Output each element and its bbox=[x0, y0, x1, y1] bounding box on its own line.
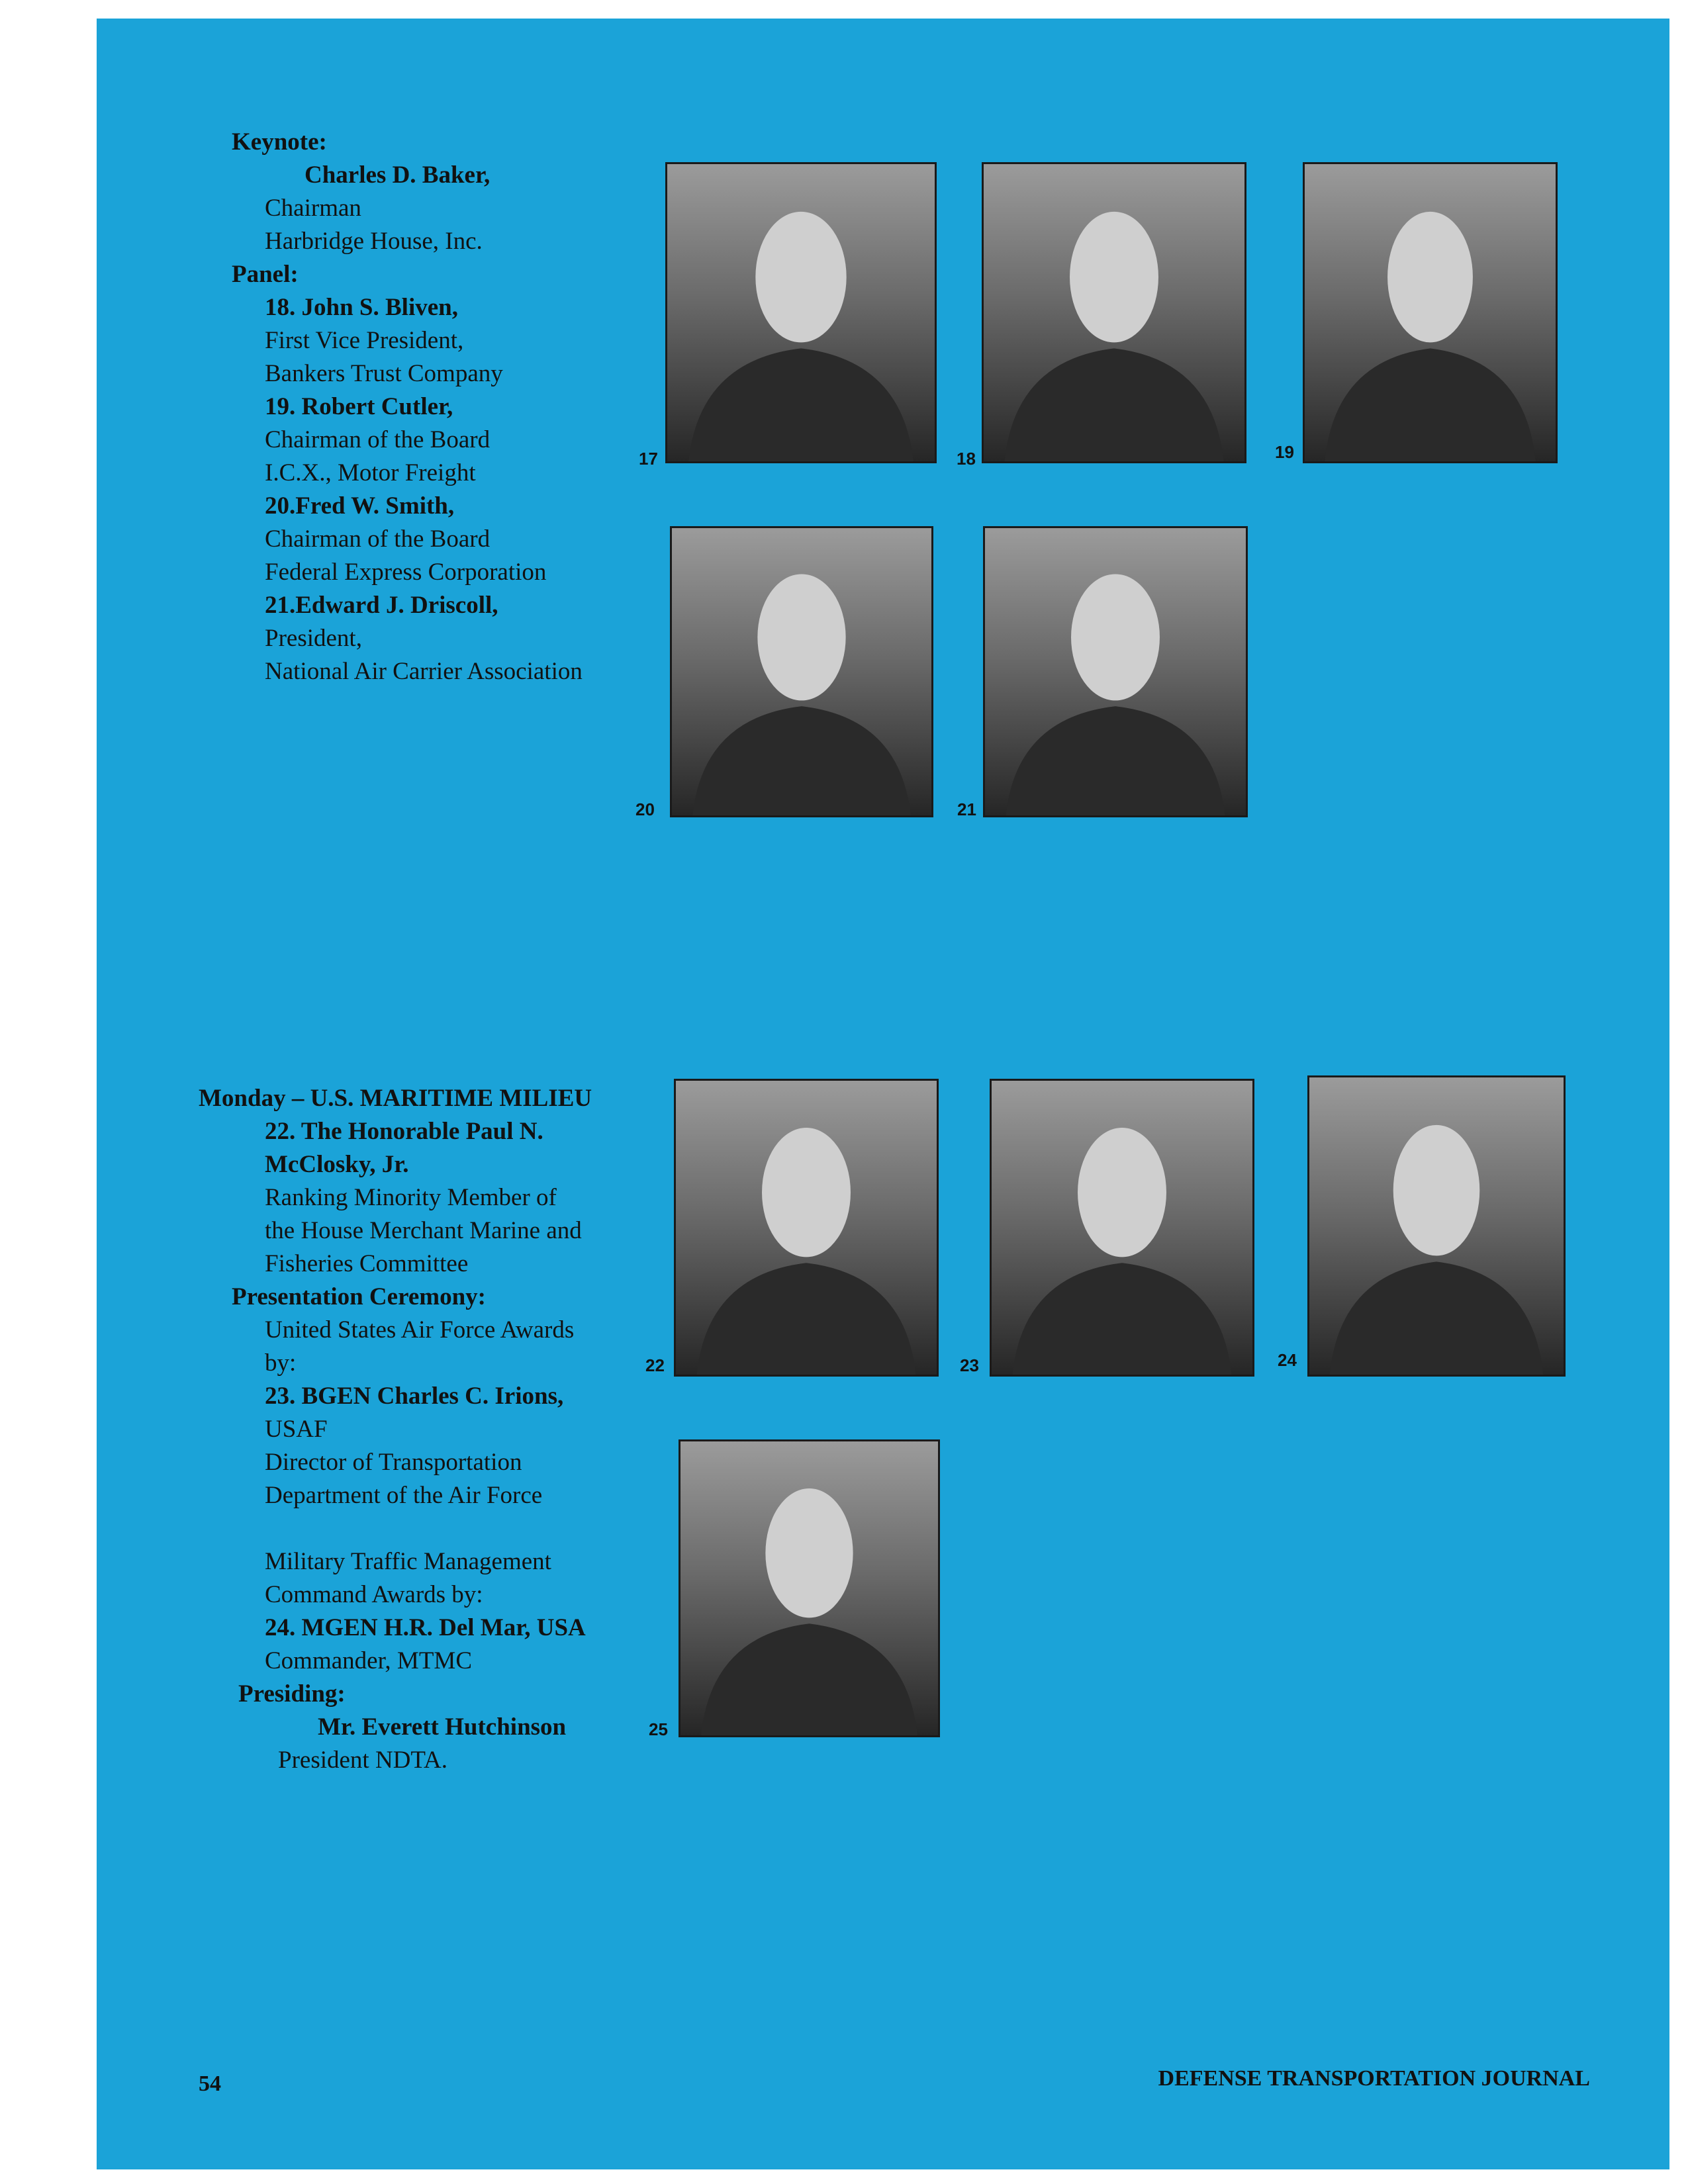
text-line: 21.Edward J. Driscoll, bbox=[265, 592, 498, 619]
text-line: USAF bbox=[265, 1416, 328, 1443]
text-line: by: bbox=[265, 1349, 297, 1377]
text-line: Panel: bbox=[232, 261, 299, 288]
text-line: Mr. Everett Hutchinson bbox=[318, 1713, 567, 1741]
photo-number-25: 25 bbox=[649, 1719, 668, 1739]
text-line: President NDTA. bbox=[278, 1747, 448, 1774]
text-line: 23. BGEN Charles C. Irions, bbox=[265, 1383, 564, 1410]
photo-number-22: 22 bbox=[645, 1355, 665, 1375]
portrait-photo-20 bbox=[670, 526, 933, 817]
text-line: Chairman bbox=[265, 195, 361, 222]
photo-number-20: 20 bbox=[635, 799, 655, 819]
text-line: 19. Robert Cutler, bbox=[265, 393, 453, 420]
text-line: President, bbox=[265, 625, 362, 652]
text-line: McClosky, Jr. bbox=[265, 1151, 409, 1178]
portrait-photo-22 bbox=[674, 1079, 939, 1377]
text-line: Charles D. Baker, bbox=[305, 161, 491, 189]
person-silhouette-icon bbox=[676, 1081, 937, 1375]
photo-number-24: 24 bbox=[1278, 1350, 1297, 1370]
photo-number-19: 19 bbox=[1275, 442, 1294, 462]
photo-number-23: 23 bbox=[960, 1355, 979, 1375]
text-line: Director of Transportation bbox=[265, 1449, 522, 1476]
text-line: 24. MGEN H.R. Del Mar, USA bbox=[265, 1614, 586, 1641]
keynote-panel-text bbox=[0, 126, 583, 688]
portrait-photo-19 bbox=[1303, 162, 1558, 463]
text-line: Federal Express Corporation bbox=[265, 559, 547, 586]
journal-title: DEFENSE TRANSPORTATION JOURNAL bbox=[1158, 2066, 1590, 2091]
portrait-photo-25 bbox=[679, 1439, 940, 1737]
text-line: Chairman of the Board bbox=[265, 525, 491, 553]
text-line: 18. John S. Bliven, bbox=[265, 294, 458, 321]
person-silhouette-icon bbox=[680, 1441, 938, 1735]
portrait-photo-18 bbox=[982, 162, 1246, 463]
person-silhouette-icon bbox=[667, 164, 935, 461]
text-line: Ranking Minority Member of bbox=[265, 1184, 557, 1211]
text-line: I.C.X., Motor Freight bbox=[265, 459, 476, 486]
text-line: Keynote: bbox=[232, 128, 327, 156]
photo-number-17: 17 bbox=[639, 449, 658, 469]
photo-number-21: 21 bbox=[957, 799, 976, 819]
text-line: 20.Fred W. Smith, bbox=[265, 492, 455, 520]
text-line: Commander, MTMC bbox=[265, 1647, 473, 1674]
text-line: Command Awards by: bbox=[265, 1581, 483, 1608]
text-line: First Vice President, bbox=[265, 327, 464, 354]
person-silhouette-icon bbox=[992, 1081, 1252, 1375]
text-line: Presentation Ceremony: bbox=[232, 1283, 486, 1310]
text-line: Bankers Trust Company bbox=[265, 360, 503, 387]
maritime-milieu-text bbox=[0, 1082, 592, 1777]
text-line: United States Air Force Awards bbox=[265, 1316, 575, 1343]
portrait-photo-24 bbox=[1307, 1075, 1566, 1377]
portrait-photo-23 bbox=[990, 1079, 1254, 1377]
text-line: Harbridge House, Inc. bbox=[265, 228, 483, 255]
portrait-photo-17 bbox=[665, 162, 937, 463]
person-silhouette-icon bbox=[985, 528, 1246, 815]
photo-number-18: 18 bbox=[957, 449, 976, 469]
text-line: Monday – U.S. MARITIME MILIEU bbox=[199, 1085, 592, 1112]
text-line: Military Traffic Management bbox=[265, 1548, 551, 1575]
person-silhouette-icon bbox=[1309, 1077, 1564, 1375]
person-silhouette-icon bbox=[984, 164, 1244, 461]
text-line: Department of the Air Force bbox=[265, 1482, 543, 1509]
text-line: Chairman of the Board bbox=[265, 426, 491, 453]
page-number: 54 bbox=[199, 2071, 221, 2096]
person-silhouette-icon bbox=[1305, 164, 1556, 461]
text-line: the House Merchant Marine and bbox=[265, 1217, 582, 1244]
portrait-photo-21 bbox=[983, 526, 1248, 817]
text-line bbox=[0, 1512, 592, 1545]
text-line: Fisheries Committee bbox=[265, 1250, 469, 1277]
person-silhouette-icon bbox=[672, 528, 931, 815]
text-line: 22. The Honorable Paul N. bbox=[265, 1118, 543, 1145]
text-line: Presiding: bbox=[238, 1680, 346, 1707]
text-line: National Air Carrier Association bbox=[265, 658, 583, 685]
